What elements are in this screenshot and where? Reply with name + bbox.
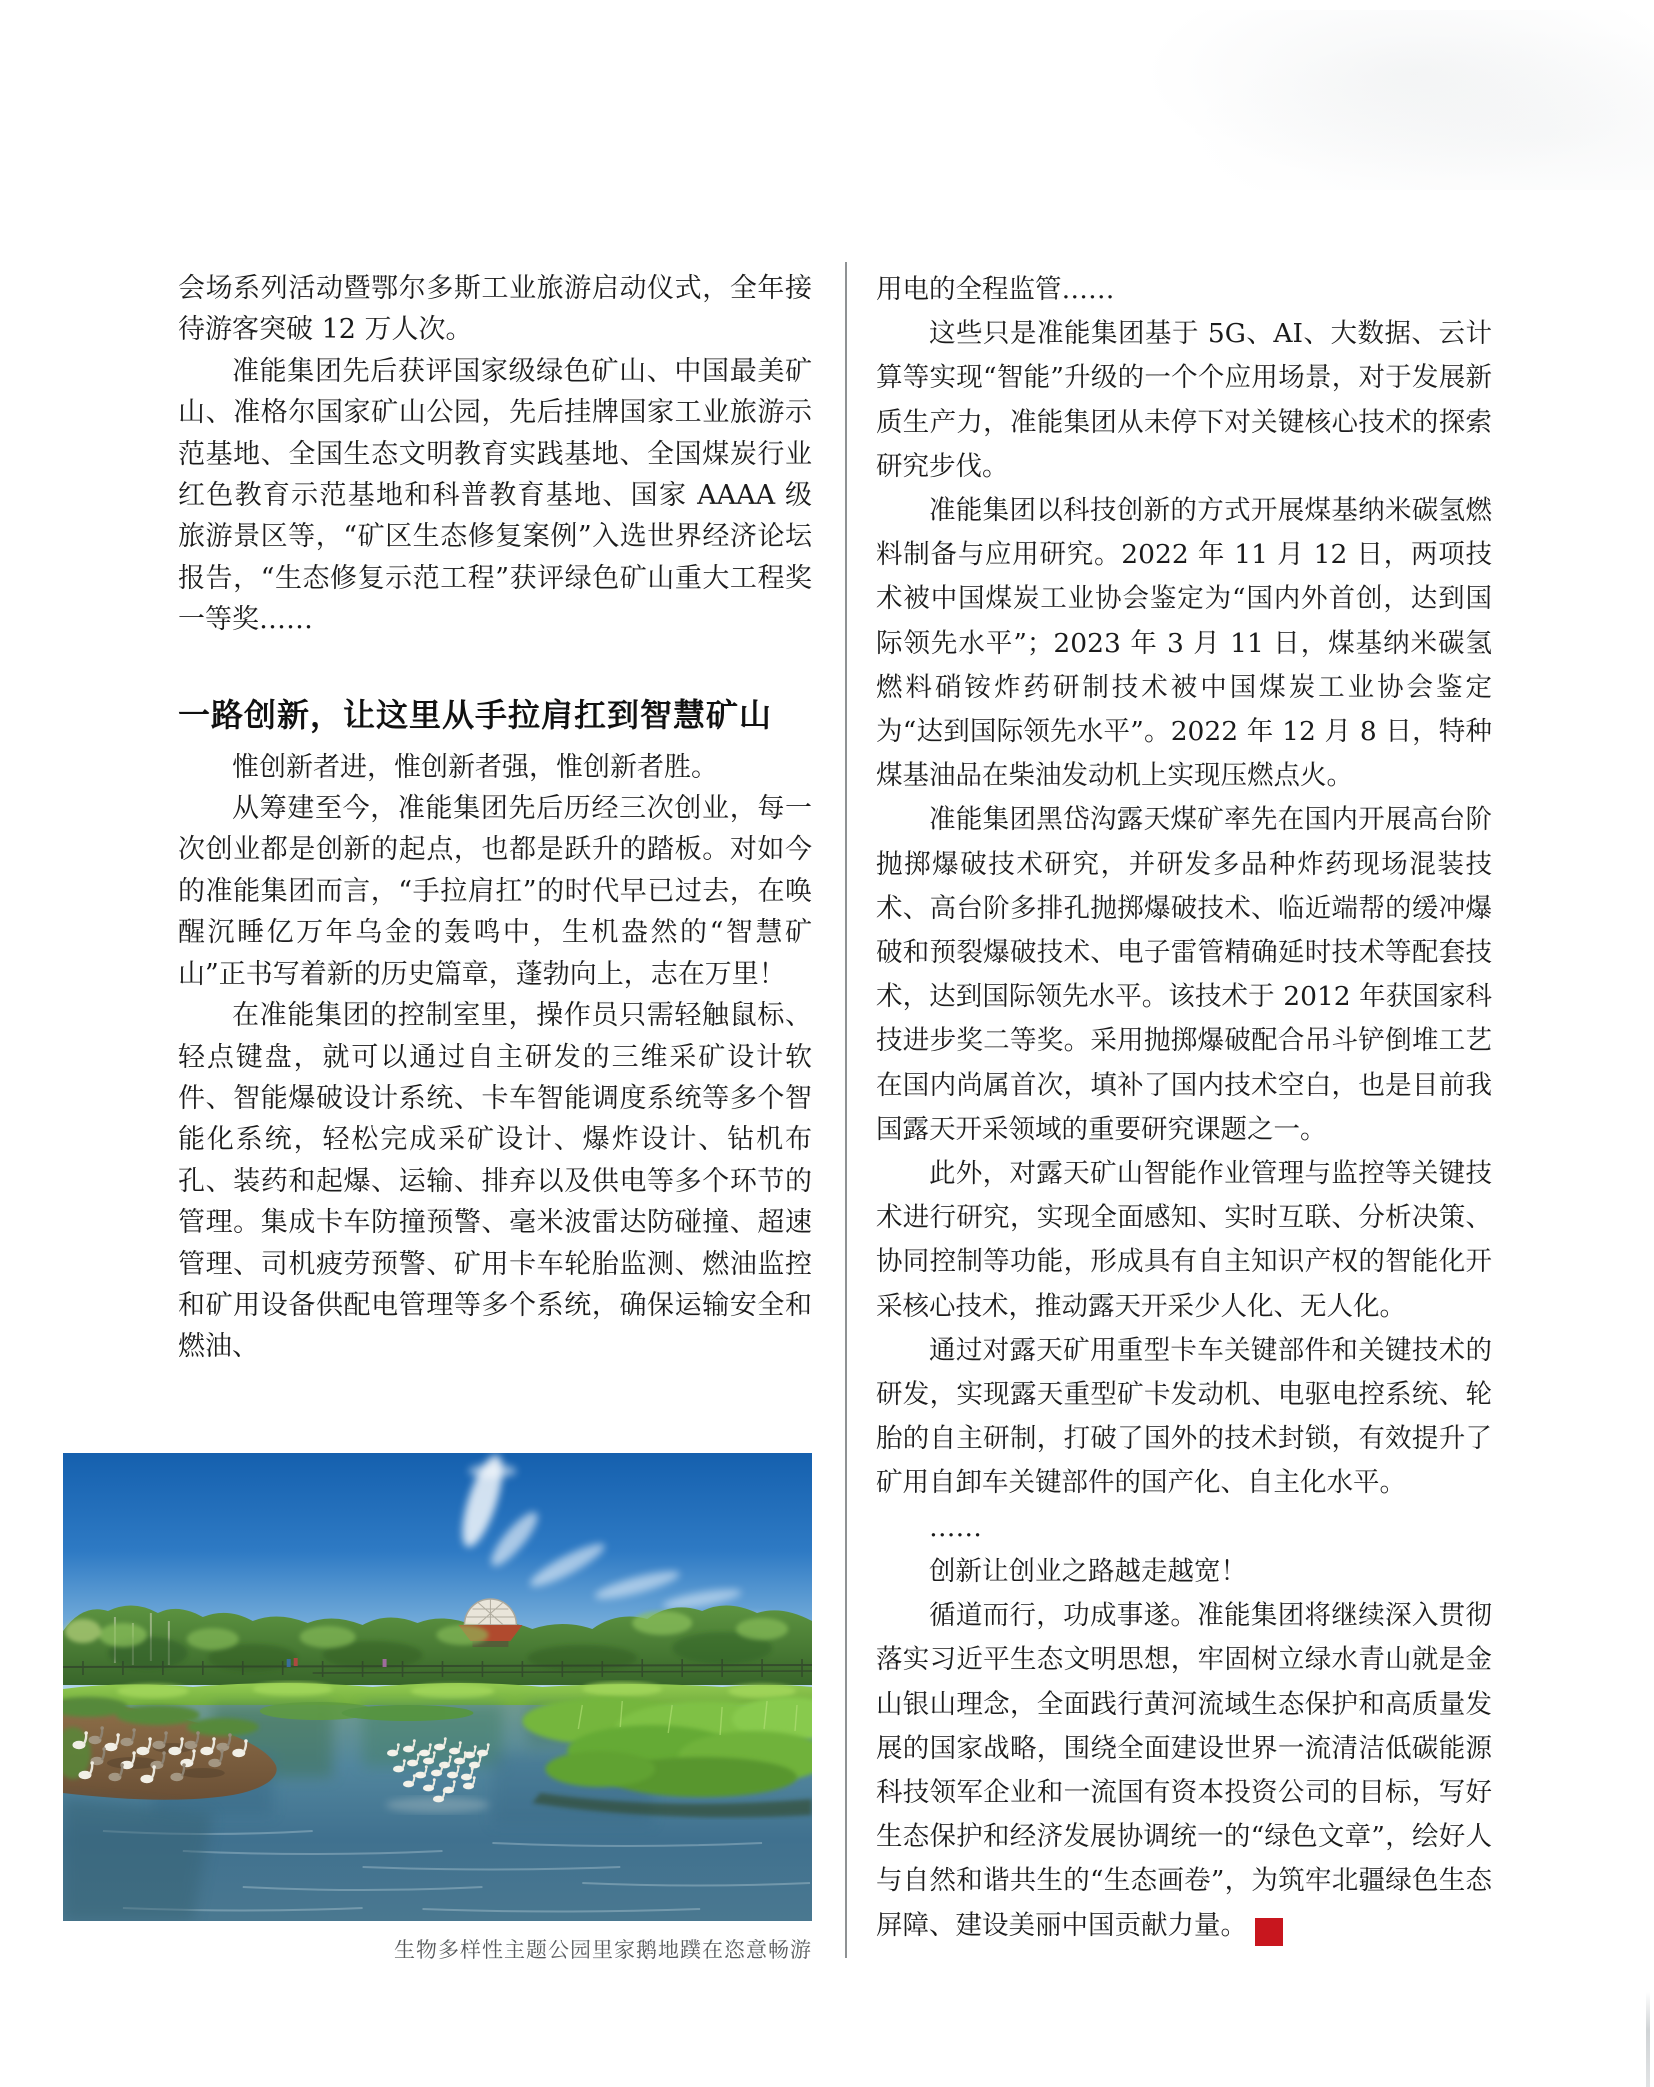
- hj-end-badge: HJ: [1255, 1918, 1283, 1946]
- paragraph-blasting: 准能集团黑岱沟露天煤矿率先在国内开展高台阶抛掷爆破技术研究，并研发多品种炸药现场混装技术、高台阶多排孔抛掷爆破技术、临近端帮的缓冲爆破和预裂爆破技术、电子雷管精确延时技术等配套技术，达到国际领先水平。该技术于 2012 年获国家科技进步奖二等奖。采用抛掷爆破配合吊斗铲倒堆工艺在国内尚属首次，填补了国内技术空白，也是目前我国露天开采领域的重要研究课题之一。: [876, 804, 1492, 1145]
- paragraph-control-room: 在准能集团的控制室里，操作员只需轻触鼠标、轻点键盘，就可以通过自主研发的三维采矿设计软件、智能爆破设计系统、卡车智能调度系统等多个智能化系统，轻松完成采矿设计、爆炸设计、钻机布孔、装药和起爆、运输、排弃以及供电等多个环节的管理。集成卡车防撞预警、毫米波雷达防碰撞、超速管理、司机疲劳预警、矿用卡车轮胎监测、燃油监控和矿用设备供配电管理等多个系统，确保运输安全和燃油、: [178, 1000, 812, 1363]
- paragraph-closing: [876, 1594, 1492, 1948]
- closing-text: 循道而行，功成事遂。准能集团将继续深入贯彻落实习近平生态文明思想，牢固树立绿水青山就是金山银山理念，全面践行黄河流域生态保护和高质量发展的国家战略，围绕全面建设世界一流清洁低碳能源科技领军企业和一流国有资本投资公司的目标，写好生态保护和经济发展协调统一的“绿色文章”，绘好人与自然和谐共生的“生态画卷”，为筑牢北疆绿色生态屏障、建设美丽中国贡献力量。: [876, 1600, 1492, 1941]
- paragraph-smart-mining: 此外，对露天矿山智能作业管理与监控等关键技术进行研究，实现全面感知、实时互联、分析决策、协同控制等功能，形成具有自主知识产权的智能化开采核心技术，推动露天开采少人化、无人化。: [876, 1158, 1492, 1322]
- paragraph-scenarios: 这些只是准能集团基于 5G、AI、大数据、云计算等实现“智能”升级的一个个应用场景，对于发展新质生产力，准能集团从未停下对关键核心技术的探索研究步伐。: [876, 318, 1492, 482]
- photo-caption: 生物多样性主题公园里家鹅地蹼在恣意畅游: [394, 1938, 812, 1962]
- page-edge-shade: [1646, 1992, 1650, 2087]
- paragraph-ellipsis: ……: [929, 1511, 982, 1543]
- section-heading: 一路创新，让这里从手拉肩扛到智慧矿山: [178, 695, 773, 734]
- paragraph-trucks: 通过对露天矿用重型卡车关键部件和关键技术的研发，实现露天重型矿卡发动机、电驱电控系统、轮胎的自主研制，打破了国外的技术封锁，有效提升了矿用自卸车关键部件的国产化、自主化水平。: [876, 1334, 1492, 1499]
- left-column: [178, 268, 812, 1368]
- paragraph-wider-road: 创新让创业之路越走越宽！: [929, 1555, 1247, 1587]
- paragraph-three-ventures: 从筹建至今，准能集团先后历经三次创业，每一次创业都是创新的起点，也都是跃升的踏板。对如今的准能集团而言，“手拉肩扛”的时代早已过去，在唤醒沉睡亿万年乌金的轰鸣中，生机盎然的“智慧矿山”正书写着新的历史篇章，蓬勃向上，志在万里！: [178, 793, 812, 990]
- paragraph-awards: 准能集团先后获评国家级绿色矿山、中国最美矿山、准格尔国家矿山公园，先后挂牌国家工业旅游示范基地、全国生态文明教育实践基地、全国煤炭行业红色教育示范基地和科普教育基地、国家 AAAA 级旅游景区等，“矿区生态修复案例”入选世界经济论坛报告，“生态修复示范工程”获评绿色矿山重大工程奖一等奖……: [178, 355, 812, 636]
- photo-biodiversity-park: [63, 1453, 812, 1921]
- column-divider: [845, 262, 847, 1958]
- paragraph-power: 用电的全程监管……: [876, 274, 1115, 305]
- paragraph-tourism: 会场系列活动暨鄂尔多斯工业旅游启动仪式，全年接待游客突破 12 万人次。: [178, 273, 812, 346]
- paragraph-innovators: 惟创新者进，惟创新者强，惟创新者胜。: [232, 751, 718, 783]
- right-column: [876, 268, 1492, 1948]
- wetland-park-illustration: [63, 1453, 812, 1921]
- bank-reflection: [63, 1798, 213, 1921]
- paragraph-nano-fuel: 准能集团以科技创新的方式开展煤基纳米碳氢燃料制备与应用研究。2022 年 11 月 12 日，两项技术被中国煤炭工业协会鉴定为“国内外首创，达到国际领先水平”；2023 年 3 月 11 日，煤基纳米碳氢燃料硝铵炸药研制技术被中国煤炭工业协会鉴定为“达到国际领先水平”。2022 年 12 月 8 日，特种煤基油品在柴油发动机上实现压燃点火。: [876, 495, 1492, 792]
- page-smudge: [1120, 10, 1654, 190]
